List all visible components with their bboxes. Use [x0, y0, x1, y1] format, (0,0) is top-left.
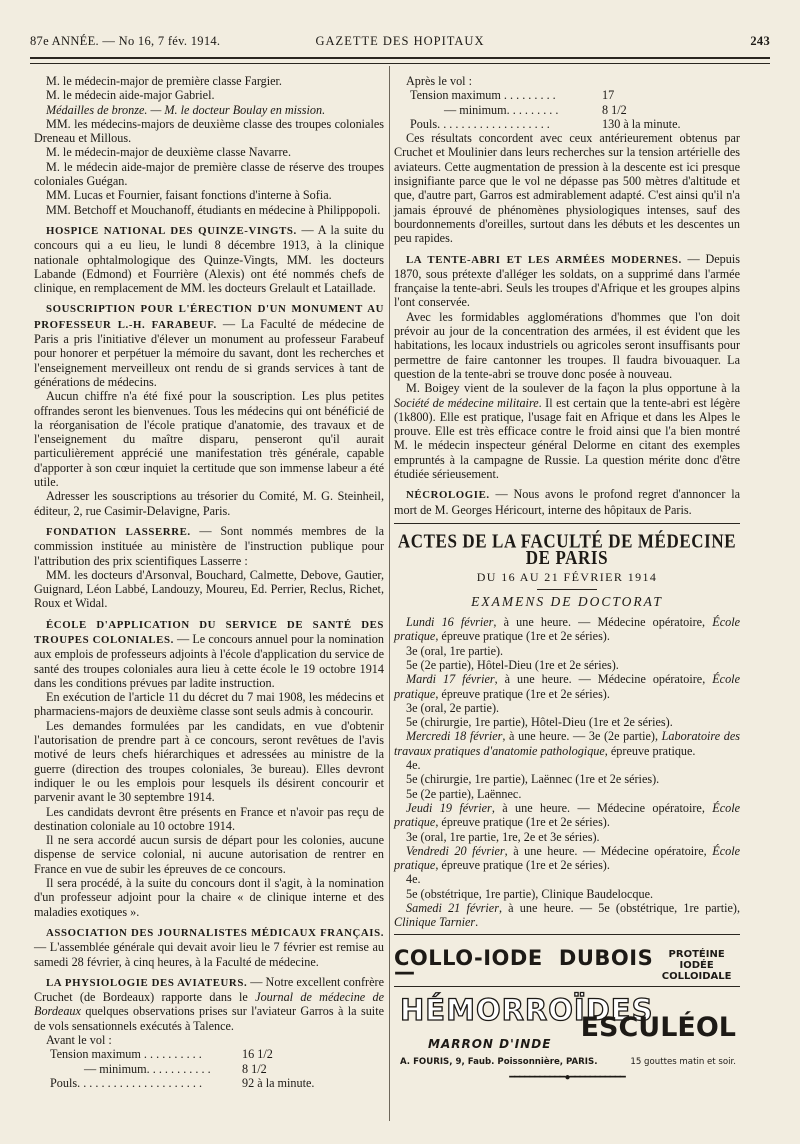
exam-schedule — [394, 615, 740, 930]
exam-day-text: , épreuve pratique. — [604, 743, 696, 758]
vitals-row — [410, 117, 740, 131]
vitals-value: 8 1/2 — [602, 102, 627, 117]
vitals-value: 17 — [602, 88, 615, 103]
section-heading: HOSPICE NATIONAL DES QUINZE-VINGTS. — [46, 224, 297, 237]
notice-text: — Sont nommés membres de la commission instituée au ministère de l'instruction publique pour l'attribution des prix scientifiques Lasserre : — [34, 523, 384, 568]
notice-text: — A la suite du concours qui a eu lieu, le lundi 8 décembre 1913, à la clinique nationale ophtalmologique des Quinze-Vingts, MM. les docteurs Labande (Edmond) et Fourrière (Alexis) ont été nommés chefs de clinique, en remplacement de MM. les docteurs Grelault et Lataillade. — [34, 222, 384, 296]
exam-day-text: , épreuve pratique (1re et 2e séries). — [435, 815, 610, 830]
section-heading: LA TENTE-ABRI ET LES ARMÉES MODERNES. — [406, 253, 682, 266]
exam-location: École pratique — [394, 672, 740, 701]
exam-line: 3e (oral, 2e partie). — [406, 700, 500, 715]
notice-paragraph — [394, 381, 740, 481]
exam-day-date: Lundi 16 février — [406, 615, 494, 630]
vitals-value: 130 à la minute. — [602, 116, 681, 131]
page-number: 243 — [750, 34, 770, 48]
exam-day-entry — [394, 672, 740, 701]
society-name: Société de médecine militaire — [394, 395, 539, 410]
exam-day-entry — [394, 729, 740, 758]
left-column — [34, 74, 384, 1090]
exam-line: 3e (oral, 1re partie). — [406, 643, 504, 658]
intro-line: MM. Betchoff et Mouchanoff, étudiants en médecine à Philippopoli. — [46, 202, 381, 217]
aviateurs-notice — [34, 975, 384, 1033]
collo-iode-brand: COLLO-IODE DUBOIS — — [394, 945, 654, 985]
notice-paragraph: Avec les formidables agglomérations d'hommes que l'on doit prévoir au jour de la concentration des armées, il est évident que les habitations, les locaux industriels ou agricoles seront insuffisants pour permettre de faire cantonner les troupes. Il faudra bivouaquer. La question de la tente-abri se trouve donc posée à nouveau. — [394, 309, 740, 381]
section-heading: LA PHYSIOLOGIE DES AVIATEURS. — [46, 976, 248, 989]
exam-day-text: . — [475, 915, 479, 930]
exam-location: École pratique — [394, 800, 740, 830]
notice-text: — Depuis 1870, sous prétexte d'alléger les soldats, on a supprimé dans l'armée française la tente-abri. Seuls les troupes d'Afrique et les groupes alpins l'ont conservée. — [394, 251, 741, 310]
vitals-value: 92 à la minute. — [242, 1075, 315, 1090]
vitals-row — [50, 1047, 384, 1061]
vitals-label: Pouls. . . . . . . . . . . . . . . . . . . — [410, 116, 550, 131]
apres-vol-table — [410, 88, 740, 131]
column-divider — [389, 66, 390, 1121]
actes-dates: DU 16 AU 21 FÉVRIER 1914 — [476, 569, 658, 584]
vitals-label: — minimum. . . . . . . . . — [444, 102, 559, 117]
vitals-row — [50, 1062, 384, 1076]
section-heading: FONDATION LASSERRE. — [46, 525, 191, 538]
farabeuf-notice — [34, 301, 384, 389]
notice-paragraph: Il sera procédé, à la suite du concours dont il s'agit, à la nomination d'un professeur adjoint pour la chaire « de clinique interne et des maladies exotiques ». — [34, 876, 384, 919]
vitals-label: — minimum. . . . . . . . . . . — [84, 1061, 211, 1076]
short-rule — [537, 589, 597, 590]
vitals-label: Tension maximum . . . . . . . . . — [410, 88, 556, 103]
examens-heading: EXAMENS DE DOCTORAT — [471, 593, 663, 609]
journalistes-notice — [34, 925, 384, 969]
intro-line: MM. les médecins-majors de deuxième classe des troupes coloniales Dreneau et Millous. — [34, 116, 384, 146]
esculeol-brand: ESCULÉOL — [580, 1011, 736, 1043]
intro-line: M. le médecin aide-major Gabriel. — [46, 88, 215, 103]
ad-rule — [394, 934, 740, 935]
section-heading: ASSOCIATION DES JOURNALISTES MÉDICAUX FRANÇAIS. — [46, 926, 384, 939]
intro-line: M. le médecin-major de première classe Fargier. — [46, 74, 282, 88]
vitals-row — [50, 1076, 384, 1090]
exam-line: 4e. — [406, 872, 421, 887]
exam-location: Laboratoire des travaux pratiques d'anatomie pathologique — [394, 729, 740, 758]
notice-text: — Nous avons le profond regret d'annoncer la mort de M. Georges Héricourt, interne des hôpitaux de Paris. — [394, 487, 740, 517]
exam-day-text: , à une heure. — Médecine opératoire, — [494, 672, 713, 687]
necrologie-notice — [394, 487, 740, 517]
exam-day-entry — [394, 615, 740, 644]
intro-line: M. le médecin-major de deuxième classe Navarre. — [46, 145, 291, 160]
vitals-label: Pouls. . . . . . . . . . . . . . . . . . . . . — [50, 1075, 203, 1090]
exam-day-date: Samedi 21 février — [406, 901, 499, 916]
hemorroides-headline: HÉMORROÏDES — [400, 992, 654, 1027]
notice-paragraph: En exécution de l'article 11 du décret du 7 mai 1908, les médecins et pharmaciens-majors de deuxième classe sont seuls admis à concourir. — [34, 690, 384, 719]
tagline-line: COLLOIDALE — [661, 970, 732, 982]
intro-line: M. le médecin aide-major de première classe de réserve des troupes coloniales Guégan. — [34, 159, 384, 189]
exam-day-text: , épreuve pratique (1re et 2e séries). — [435, 686, 610, 701]
esculeol-ad — [394, 992, 740, 1067]
tagline-line: PROTÉINE IODÉE — [668, 948, 725, 971]
notice-text: M. Boigey vient de la soulever de la façon la plus opportune à la — [406, 381, 740, 396]
vitals-value: 8 1/2 — [242, 1061, 267, 1076]
exam-day-text: , à une heure. — Médecine opératoire, — [504, 843, 713, 858]
notice-text: — Le concours annuel pour la nomination aux emplois de professeurs adjoints à l'école d'application du service de santé des troupes coloniales aura lieu à cette école le 19 octobre 1914 dans les conditions prévues par ladite instruction. — [34, 631, 384, 690]
marron-dinde-label: MARRON D'INDE — [428, 1036, 552, 1051]
exam-day-entry — [394, 844, 740, 873]
exam-location: École pratique — [394, 843, 740, 873]
exam-day-text: , à une heure. — Médecine opératoire, — [491, 800, 713, 815]
notice-text: — La Faculté de médecine de Paris a pris l'initiative d'élever un monument au professeur Farabeuf pour honorer et perpétuer la mémoire du savant, dont les recherches et l'enseignement merveilleux ont rendu de si grands services à tant de générations de médecins. — [34, 316, 384, 389]
notice-paragraph: Les demandes formulées par les candidats, en vue d'obtenir l'autorisation de prendre part à ce concours, seront revêtues de l'avis motivé de leurs chefs hiérarchiques et adressées au ministre de la guerre (direction des troupes coloniales, 3e bureau). Elles devront indiquer le ou les emplois pour lesquels ils désirent concourir et parvenir avant le 30 septembre 1914. — [34, 718, 384, 805]
exam-day-text: , épreuve pratique (1re et 2e séries). — [435, 629, 610, 644]
exam-line: 5e (2e partie), Laënnec. — [406, 786, 522, 801]
intro-line: MM. Lucas et Fournier, faisant fonctions d'interne à Sofia. — [46, 188, 332, 203]
notice-text: quelques observations prises sur l'aviateur Garros à la suite de vols sensationnels exécutés à Talence. — [34, 1004, 384, 1033]
section-heading: ÉCOLE D'APPLICATION DU SERVICE DE SANTÉ DES TROUPES COLONIALES. — [34, 618, 384, 646]
ad-address: A. FOURIS, 9, Faub. Poissonnière, PARIS. — [400, 1056, 598, 1067]
section-rule — [394, 523, 740, 524]
exam-location: Clinique Tarnier — [394, 915, 476, 930]
exam-line: 5e (chirurgie, 1re partie), Hôtel-Dieu (1re et 2e séries). — [406, 715, 673, 730]
ad-dosage: 15 gouttes matin et soir. — [630, 1056, 736, 1067]
collo-iode-ad — [394, 945, 740, 985]
lasserre-notice — [34, 524, 384, 568]
header-rule — [30, 57, 770, 64]
exam-day-text: , à une heure. — 5e (obstétrique, 1re partie), — [498, 901, 740, 916]
exam-line: 5e (chirurgie, 1re partie), Laënnec (1re et 2e séries). — [406, 772, 660, 787]
vitals-row — [410, 88, 740, 102]
ad-rule — [394, 986, 740, 987]
notice-text: . Il est certain que la tente-abri est légère (1k800). Elle est pratique, l'usage fait en Afrique et dans les Alpes le prouve. Elle est très efficace contre le froid ainsi que l'a bien montré M. le médecin inspecteur général Delorme en citant des exemples empruntés à la campagne de Russie. La question mérite donc d'être étudiée sérieusement. — [394, 395, 740, 482]
exam-line: 5e (obstétrique, 1re partie), Clinique Baudelocque. — [406, 886, 654, 901]
exam-day-text: , épreuve pratique (1re et 2e séries). — [435, 858, 610, 873]
ecole-notice — [34, 617, 384, 690]
journal-title: GAZETTE DES HOPITAUX — [315, 34, 485, 48]
exam-day-entry — [394, 901, 740, 930]
issue-info: 87e ANNÉE. — No 16, 7 fév. 1914. — [30, 34, 221, 48]
vitals-label: Tension maximum . . . . . . . . . . — [50, 1047, 202, 1062]
exam-day-date: Jeudi 19 février — [406, 800, 492, 815]
section-heading: SOUSCRIPTION POUR L'ÉRECTION D'UN MONUMENT AU PROFESSEUR L.-H. FARABEUF. — [34, 303, 384, 331]
tente-notice — [394, 252, 740, 310]
notice-paragraph: Il ne sera accordé aucun sursis de départ pour les colonies, aucune dispense de service colonial, ni aucune autorisation de rentrer en France en vue de subir les épreuves de ce concours. — [34, 833, 384, 876]
notice-paragraph: Aucun chiffre n'a été fixé pour la souscription. Les plus petites offrandes seront les bienvenues. Tous les médecins qui ont bénéficié de la réorganisation de l'école pratique d'anatomie, des travaux et de l'enseignement du maître disparu, penseront qu'il aurait particulièrement apprécié une manifestation très générale, capable d'apporter à son cœur inquiet la certitude que son immense labeur a été utile. — [34, 389, 384, 490]
hospice-notice — [34, 223, 384, 295]
notice-paragraph: MM. les docteurs d'Arsonval, Bouchard, Calmette, Debove, Gautier, Guignard, Léon Labbé, Landouzy, Moureu, Ed. Perrier, Reclus, Richet, Roux et Widal. — [34, 567, 384, 611]
exam-line: 4e. — [406, 758, 421, 773]
collo-iode-tagline — [653, 949, 740, 982]
apres-vol-label: Après le vol : — [406, 74, 473, 88]
exam-line: 3e (oral, 1re partie, 1re, 2e et 3e séries). — [406, 829, 600, 844]
avant-vol-table — [50, 1047, 384, 1090]
avant-vol-label: Avant le vol : — [46, 1033, 112, 1047]
notice-paragraph: Ces résultats concordent avec ceux antérieurement obtenus par Cruchet et Moulinier dans leurs recherches sur la tension artérielle des aviateurs. Cette augmentation de pression à la descente est ici presque insignifiante parce que le vol ne dépasse pas 500 mètres d'altitude et que, d'autre part, Garros est admirablement adapté. C'est ainsi qu'il n'a jamais éprouvé de phénomènes physiologiques intenses, sauf des bourdonnements d'oreilles, surtout dans les débuts et les descentes un peu rapides. — [394, 131, 740, 246]
exam-day-entry — [394, 801, 740, 830]
vitals-value: 16 1/2 — [242, 1047, 273, 1062]
exam-day-text: , à une heure. — 3e (2e partie), — [502, 729, 662, 744]
exam-day-text: , à une heure. — Médecine opératoire, — [493, 615, 713, 630]
exam-day-date: Vendredi 20 février — [406, 843, 505, 858]
journal-name: Journal de médecine de Bordeaux — [34, 990, 384, 1019]
exam-location: École pratique — [394, 615, 740, 644]
exam-day-date: Mercredi 18 février — [406, 729, 503, 744]
section-heading: NÉCROLOGIE. — [406, 489, 490, 502]
vitals-row — [410, 103, 740, 117]
intro-line: Médailles de bronze. — M. le docteur Boulay en mission. — [46, 102, 326, 117]
notice-text: — L'assemblée générale qui devait avoir lieu le 7 février est remise au samedi 28 février, à cinq heures, à la Faculté de médecine. — [34, 940, 384, 969]
notice-text: — Notre excellent confrère Cruchet (de Bordeaux) rapporte dans le — [34, 974, 384, 1005]
end-ornament: ━━━━━━━━━━━●━━━━━━━━━━━ — [509, 1071, 625, 1083]
running-header — [30, 34, 770, 52]
exam-line: 5e (2e partie), Hôtel-Dieu (1re et 2e séries). — [406, 657, 619, 672]
notice-paragraph: Les candidats devront être présents en France et n'avoir pas reçu de destination coloniale au 10 octobre 1914. — [34, 804, 384, 833]
right-column — [394, 74, 740, 1085]
notice-paragraph: Adresser les souscriptions au trésorier du Comité, M. G. Steinheil, éditeur, 2, rue Casimir-Delavigne, Paris. — [34, 489, 384, 518]
actes-title: ACTES DE LA FACULTÉ DE MÉDECINE DE PARIS — [397, 530, 737, 569]
exam-day-date: Mardi 17 février — [406, 672, 495, 687]
